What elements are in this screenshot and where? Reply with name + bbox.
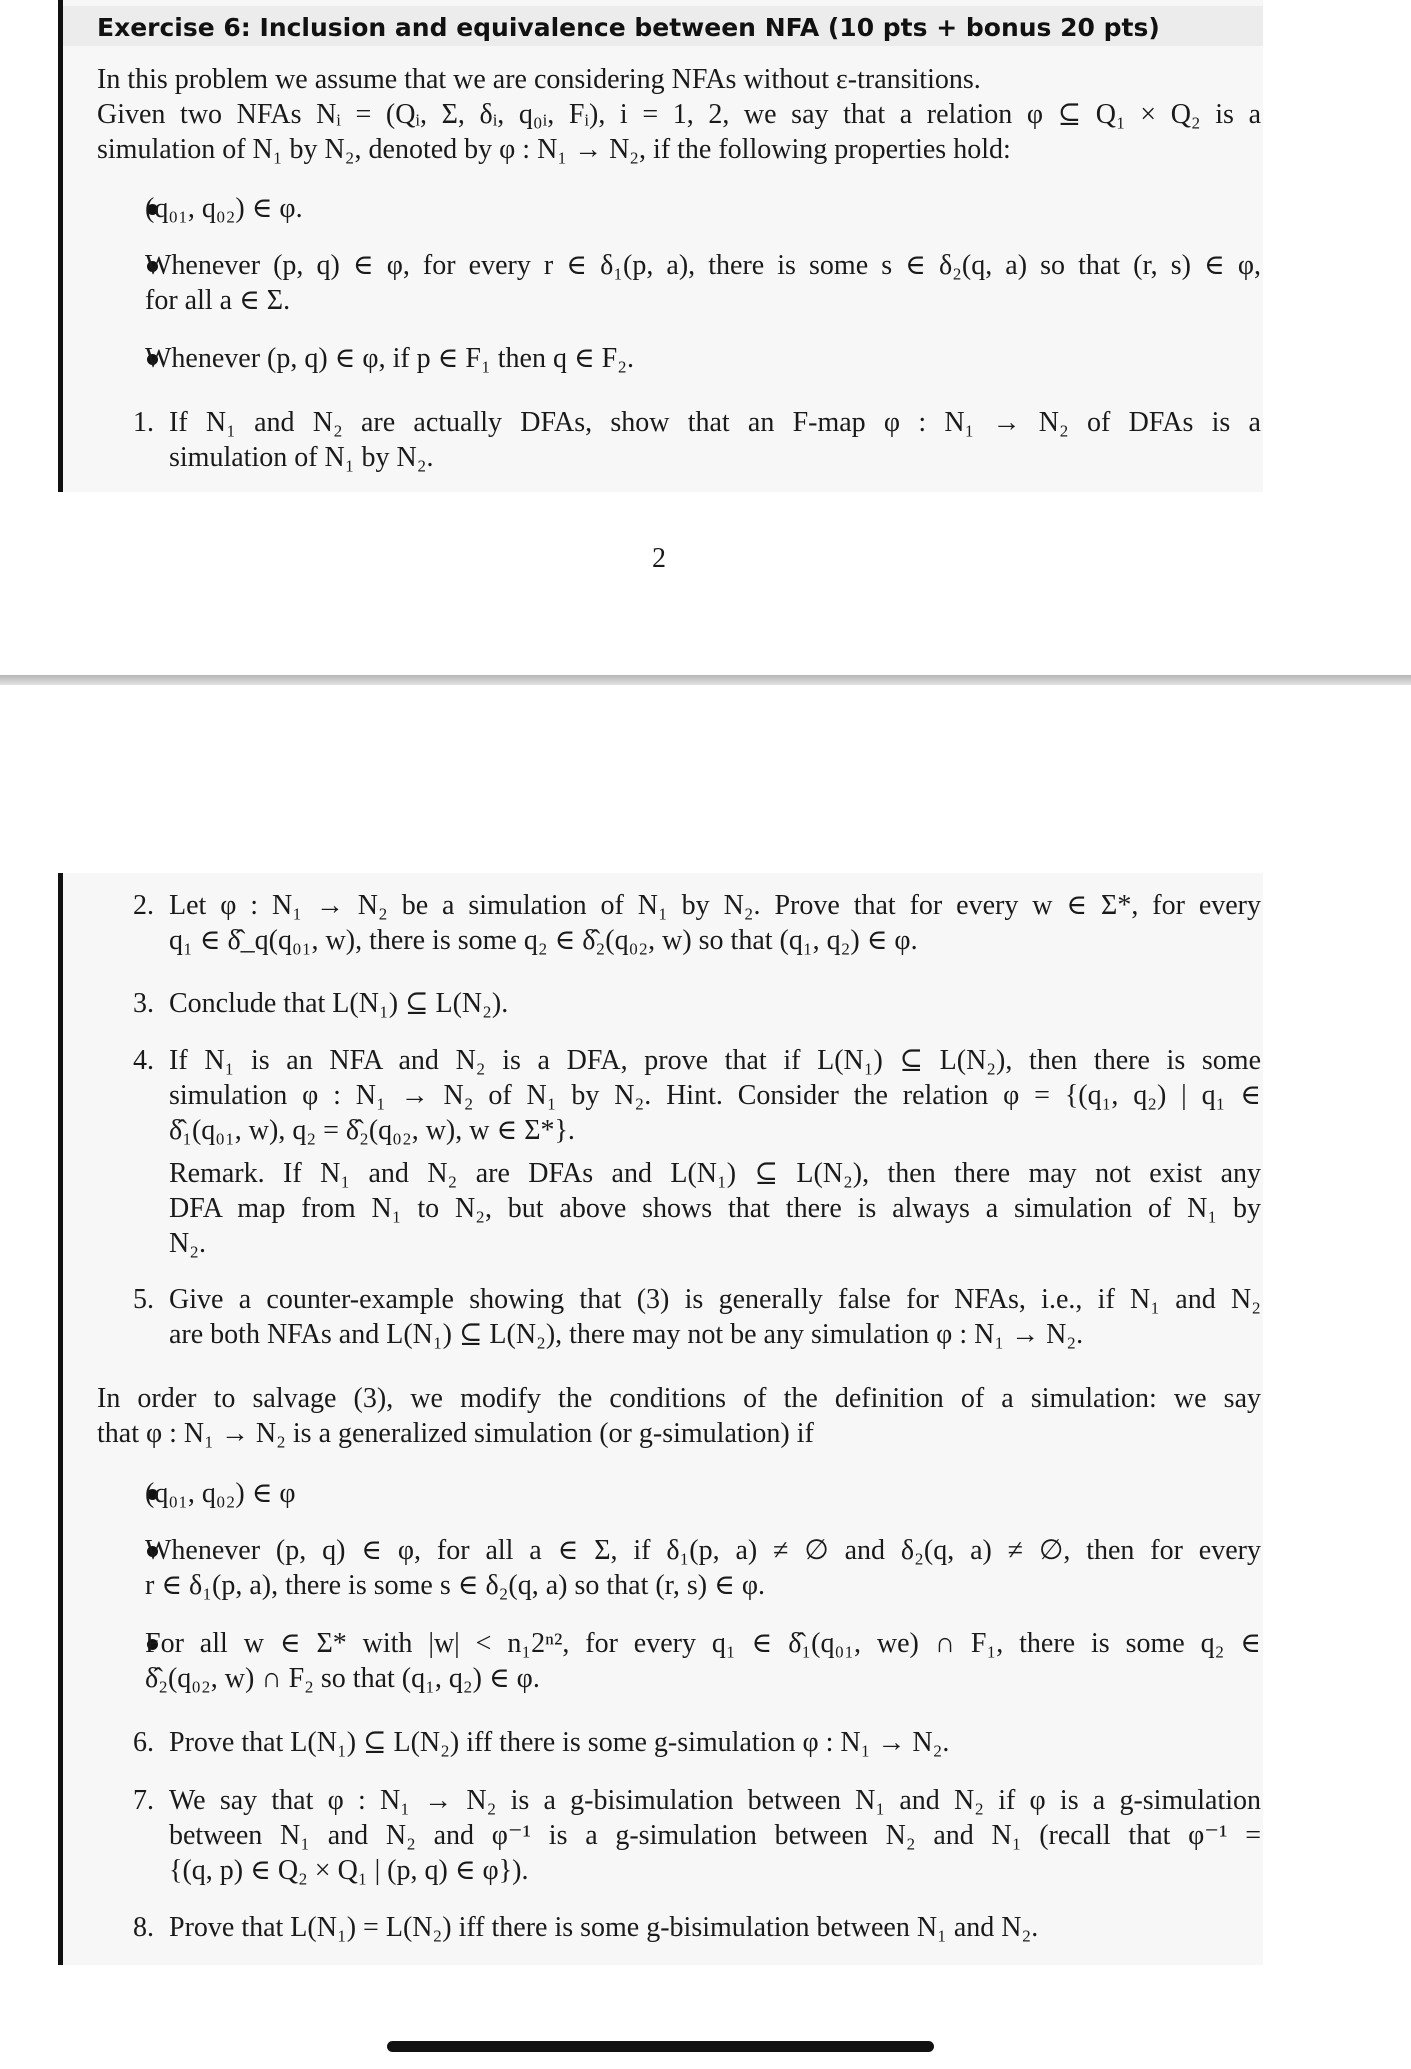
text-line: δ̂₁(q₀₁, w), q₂ = δ̂₂(q₀₂, w), w ∈ Σ*}. <box>169 1115 575 1146</box>
intro-paragraph <box>97 62 1261 167</box>
text-line: Conclude that L(N₁) ⊆ L(N₂). <box>169 988 509 1019</box>
item-number: 7. <box>133 1785 154 1816</box>
page-number: 2 <box>652 543 666 574</box>
sim-condition <box>145 191 1261 226</box>
gsim-condition <box>145 1626 1261 1696</box>
exercise-item-3 <box>169 986 1261 1021</box>
item-number: 2. <box>133 890 154 921</box>
home-indicator[interactable] <box>387 2041 934 2052</box>
item-number: 1. <box>133 407 154 438</box>
text-line: (q₀₁, q₀₂) ∈ φ. <box>145 193 303 224</box>
text-line: simulation φ : N₁ → N₂ of N₁ by N₂. Hint. Consider the relation φ = {(q₁, q₂) | q₁ ∈ <box>169 1080 1261 1111</box>
exercise-item-5 <box>169 1282 1261 1352</box>
text-line: If N₁ is an NFA and N₂ is a DFA, prove that if L(N₁) ⊆ L(N₂), then there is some <box>169 1045 1261 1076</box>
item-number: 6. <box>133 1727 154 1758</box>
text-line: Whenever (p, q) ∈ φ, for all a ∈ Σ, if δ₁(p, a) ≠ ∅ and δ₂(q, a) ≠ ∅, then for every <box>145 1535 1261 1566</box>
item-number: 3. <box>133 988 154 1019</box>
page-separator <box>0 675 1411 685</box>
text-line: (q₀₁, q₀₂) ∈ φ <box>145 1478 296 1509</box>
item-number: 8. <box>133 1912 154 1943</box>
text-line: simulation of N₁ by N₂, denoted by φ : N₁ → N₂, if the following properties hold: <box>97 134 1011 165</box>
text-line: If N₁ and N₂ are actually DFAs, show that an F-map φ : N₁ → N₂ of DFAs is a <box>169 407 1261 438</box>
exercise-title: Exercise 6: Inclusion and equivalence between NFA (10 pts + bonus 20 pts) <box>97 13 1160 42</box>
text-line: r ∈ δ₁(p, a), there is some s ∈ δ₂(q, a) so that (r, s) ∈ φ. <box>145 1570 765 1601</box>
text-line: We say that φ : N₁ → N₂ is a g-bisimulation between N₁ and N₂ if φ is a g-simulation <box>169 1785 1261 1816</box>
text-line: {(q, p) ∈ Q₂ × Q₁ | (p, q) ∈ φ}). <box>169 1855 529 1886</box>
item-number: 4. <box>133 1045 154 1076</box>
text-line: δ̂₂(q₀₂, w) ∩ F₂ so that (q₁, q₂) ∈ φ. <box>145 1663 540 1694</box>
exercise-item-8 <box>169 1910 1261 1945</box>
text-line: simulation of N₁ by N₂. <box>169 442 434 473</box>
text-line: Prove that L(N₁) ⊆ L(N₂) iff there is some g-simulation φ : N₁ → N₂. <box>169 1727 950 1758</box>
text-line: In order to salvage (3), we modify the conditions of the definition of a simulation: we say <box>97 1383 1261 1414</box>
text-line: that φ : N₁ → N₂ is a generalized simulation (or g-simulation) if <box>97 1418 814 1449</box>
sim-condition <box>145 248 1261 318</box>
text-line: Let φ : N₁ → N₂ be a simulation of N₁ by N₂. Prove that for every w ∈ Σ*, for every <box>169 890 1261 921</box>
salvage-paragraph <box>97 1381 1261 1451</box>
gsim-condition <box>145 1533 1261 1603</box>
exercise-title-bar <box>63 6 1263 46</box>
item-number: 5. <box>133 1284 154 1315</box>
text-line: are both NFAs and L(N₁) ⊆ L(N₂), there may not be any simulation φ : N₁ → N₂. <box>169 1319 1084 1350</box>
text-line: Prove that L(N₁) = L(N₂) iff there is some g-bisimulation between N₁ and N₂. <box>169 1912 1039 1943</box>
exercise-item-7 <box>169 1783 1261 1888</box>
text-line: DFA map from N₁ to N₂, but above shows that there is always a simulation of N₁ by <box>169 1193 1261 1224</box>
text-line: Given two NFAs Nᵢ = (Qᵢ, Σ, δᵢ, q₀ᵢ, Fᵢ), i = 1, 2, we say that a relation φ ⊆ Q₁ × Q₂ is a <box>97 99 1261 130</box>
exercise-item-4 <box>169 1043 1261 1148</box>
exercise-item-2 <box>169 888 1261 958</box>
text-line: Whenever (p, q) ∈ φ, for every r ∈ δ₁(p, a), there is some s ∈ δ₂(q, a) so that (r, s) ∈ φ, <box>145 250 1261 281</box>
exercise-block-top <box>58 0 1263 492</box>
text-line: for all a ∈ Σ. <box>145 285 291 316</box>
text-line: between N₁ and N₂ and φ⁻¹ is a g-simulation between N₂ and N₁ (recall that φ⁻¹ = <box>169 1820 1261 1851</box>
remark-paragraph <box>169 1156 1261 1261</box>
exercise-item-1 <box>169 405 1261 475</box>
exercise-item-6 <box>169 1725 1261 1760</box>
text-line: Give a counter-example showing that (3) is generally false for NFAs, i.e., if N₁ and N₂ <box>169 1284 1261 1315</box>
text-line: Whenever (p, q) ∈ φ, if p ∈ F₁ then q ∈ F₂. <box>145 343 635 374</box>
text-line: For all w ∈ Σ* with |w| < n₁2ⁿ², for every q₁ ∈ δ̂₁(q₀₁, we) ∩ F₁, there is some q₂ ∈ <box>145 1628 1261 1659</box>
exercise-block-bottom <box>58 873 1263 1965</box>
sim-condition <box>145 341 1261 376</box>
gsim-condition <box>145 1476 1261 1511</box>
text-line: q₁ ∈ δ̂_q(q₀₁, w), there is some q₂ ∈ δ̂₂(q₀₂, w) so that (q₁, q₂) ∈ φ. <box>169 925 918 956</box>
text-line: In this problem we assume that we are considering NFAs without ε-transitions. <box>97 64 981 95</box>
text-line: N₂. <box>169 1228 206 1259</box>
text-line: Remark. If N₁ and N₂ are DFAs and L(N₁) ⊆ L(N₂), then there may not exist any <box>169 1158 1261 1189</box>
